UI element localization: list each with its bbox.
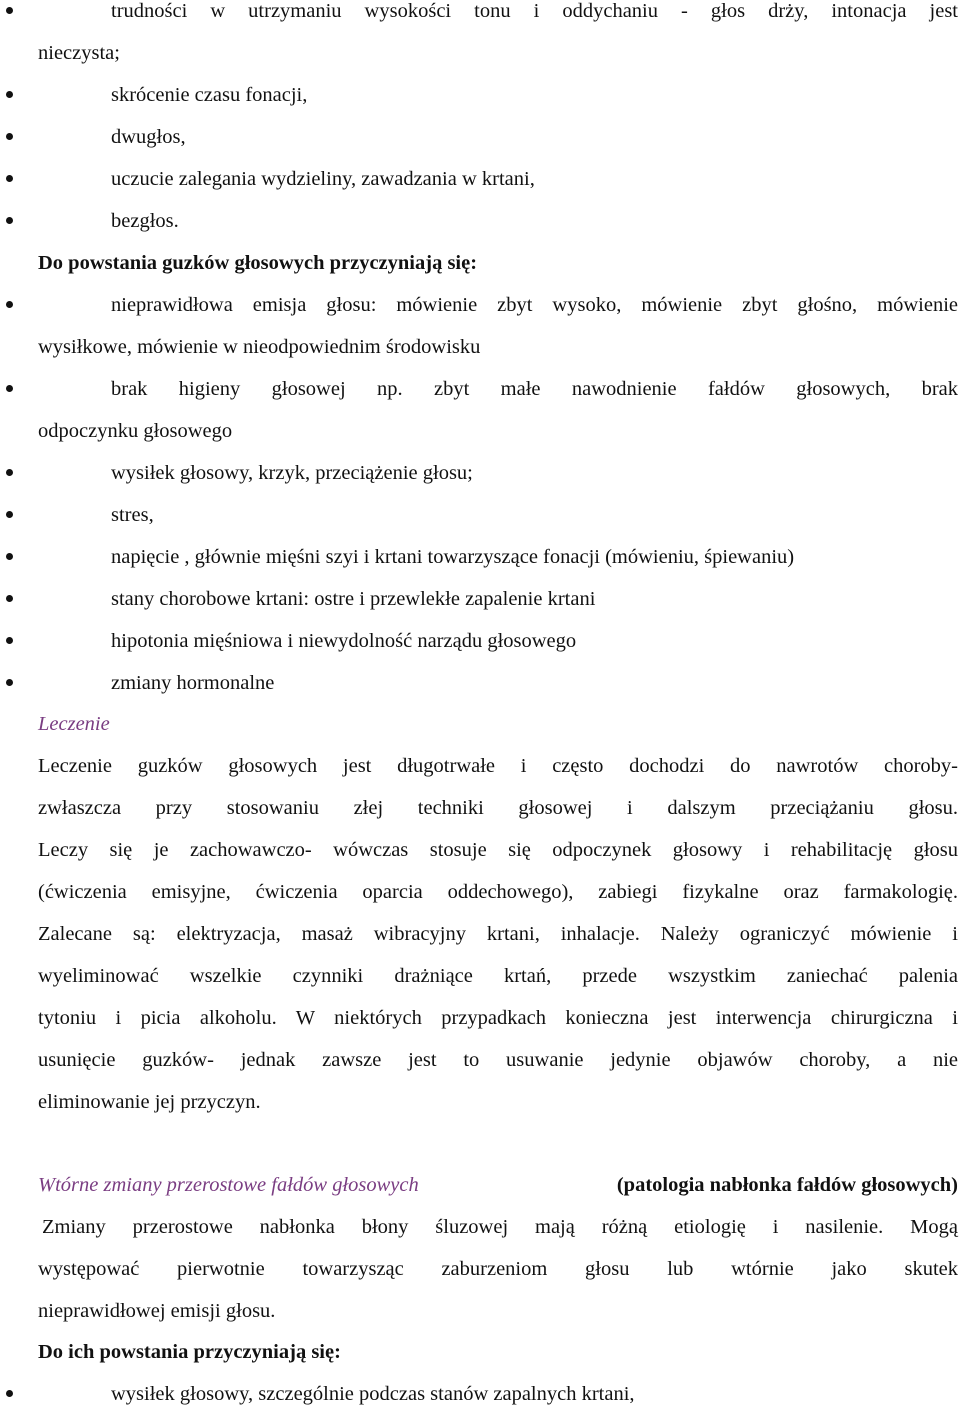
list-item — [0, 494, 960, 536]
paragraph-line — [0, 787, 960, 829]
list-item-continuation — [0, 410, 960, 452]
list-item — [0, 200, 960, 242]
heading-text: Do ich powstania przyczyniają się: — [38, 1341, 341, 1363]
paragraph-line — [0, 1290, 960, 1332]
paragraph-text: usunięcie guzków- jednak zawsze jest to usuwanie jedynie objawów choroby, a nie — [38, 1049, 958, 1071]
paragraph-line — [0, 829, 960, 871]
paragraph-text: eliminowanie jej przyczyn. — [38, 1091, 261, 1113]
list-item — [0, 578, 960, 620]
list-item-text: bezgłos. — [111, 210, 179, 232]
paragraph-line — [0, 745, 960, 787]
section-title-text: Wtórne zmiany przerostowe fałdów głosowych — [38, 1174, 419, 1196]
paragraph-line — [0, 1039, 960, 1081]
heading-text: Do powstania guzków głosowych przyczyniają się: — [38, 252, 478, 274]
list-item — [0, 662, 960, 704]
list-item-text: odpoczynku głosowego — [38, 420, 233, 442]
paragraph-line — [0, 1248, 960, 1290]
section-heading — [0, 242, 960, 284]
list-item-continuation — [0, 32, 960, 74]
paragraph-text: Leczy się je zachowawczo- wówczas stosuje się odpoczynek głosowy i rehabilitację głosu — [38, 839, 958, 861]
section-title — [0, 703, 960, 745]
bullet-icon — [6, 469, 13, 476]
list-item — [0, 368, 960, 410]
list-item-text: dwugłos, — [111, 126, 186, 148]
list-item — [0, 0, 960, 32]
bullet-icon — [6, 175, 13, 182]
bullet-icon — [6, 637, 13, 644]
paragraph-text: tytoniu i picia alkoholu. W niektórych przypadkach konieczna jest interwencja chirurgiczna i — [38, 1007, 958, 1029]
list-item-text: wysiłek głosowy, szczególnie podczas stanów zapalnych krtani, — [111, 1383, 635, 1405]
paragraph-text: zwłaszcza przy stosowaniu złej techniki głosowej i dalszym przeciążaniu głosu. — [38, 797, 958, 819]
list-item — [0, 158, 960, 200]
list-item-text: napięcie , głównie mięśni szyi i krtani towarzyszące fonacji (mówieniu, śpiewaniu) — [111, 546, 795, 568]
bullet-icon — [6, 133, 13, 140]
list-item — [0, 452, 960, 494]
list-item-text: nieczysta; — [38, 42, 120, 64]
paragraph-line — [0, 871, 960, 913]
bullet-icon — [6, 595, 13, 602]
paragraph-text: (ćwiczenia emisyjne, ćwiczenia oparcia oddechowego), zabiegi fizykalne oraz farmakologię. — [38, 881, 958, 903]
list-item-text: trudności w utrzymaniu wysokości tonu i oddychaniu - głos drży, intonacja jest — [111, 0, 958, 22]
paragraph-text: Zmiany przerostowe nabłonka błony śluzowej mają różną etiologię i nasilenie. Mogą — [42, 1216, 958, 1238]
list-item — [0, 1373, 960, 1415]
bullet-icon — [6, 553, 13, 560]
paragraph-line — [0, 955, 960, 997]
paragraph-line — [0, 1206, 960, 1248]
bullet-icon — [6, 385, 13, 392]
paragraph-text: Leczenie guzków głosowych jest długotrwałe i często dochodzi do nawrotów choroby- — [38, 755, 958, 777]
paragraph-line — [0, 997, 960, 1039]
section-heading — [0, 1331, 960, 1373]
bullet-icon — [6, 1390, 13, 1397]
section-subtitle-text: (patologia nabłonka fałdów głosowych) — [616, 1174, 958, 1196]
list-item — [0, 116, 960, 158]
section-title-text: Leczenie — [38, 713, 110, 735]
list-item-text: brak higieny głosowej np. zbyt małe nawodnienie fałdów głosowych, brak — [111, 378, 958, 400]
list-item-text: skrócenie czasu fonacji, — [111, 84, 308, 106]
section-title-line — [38, 1164, 958, 1206]
paragraph-line — [0, 1081, 960, 1123]
list-item-text: uczucie zalegania wydzieliny, zawadzania w krtani, — [111, 168, 535, 190]
bullet-icon — [6, 511, 13, 518]
list-item-text: stres, — [111, 504, 154, 526]
list-item-text: wysiłek głosowy, krzyk, przeciążenie głosu; — [111, 462, 473, 484]
bullet-icon — [6, 217, 13, 224]
list-item-continuation — [0, 326, 960, 368]
paragraph-text: nieprawidłowej emisji głosu. — [38, 1300, 276, 1322]
bullet-icon — [6, 91, 13, 98]
bullet-icon — [6, 679, 13, 686]
list-item — [0, 536, 960, 578]
paragraph-line — [0, 913, 960, 955]
list-item — [0, 284, 960, 326]
list-item — [0, 74, 960, 116]
list-item-text: wysiłkowe, mówienie w nieodpowiednim środowisku — [38, 336, 481, 358]
list-item-text: hipotonia mięśniowa i niewydolność narządu głosowego — [111, 630, 577, 652]
list-item-text: nieprawidłowa emisja głosu: mówienie zbyt wysoko, mówienie zbyt głośno, mówienie — [111, 294, 958, 316]
paragraph-text: wyeliminować wszelkie czynniki drażniące krtań, przede wszystkim zaniechać palenia — [38, 965, 958, 987]
bullet-icon — [6, 301, 13, 308]
list-item-text: zmiany hormonalne — [111, 672, 275, 694]
paragraph-text: występować pierwotnie towarzysząc zaburzeniom głosu lub wtórnie jako skutek — [38, 1258, 958, 1280]
section-title — [0, 1164, 960, 1206]
list-item — [0, 620, 960, 662]
list-item-text: stany chorobowe krtani: ostre i przewlekłe zapalenie krtani — [111, 588, 596, 610]
paragraph-text: Zalecane są: elektryzacja, masaż wibracyjny krtani, inhalacje. Należy ograniczyć mówienie i — [38, 923, 958, 945]
bullet-icon — [6, 7, 13, 14]
